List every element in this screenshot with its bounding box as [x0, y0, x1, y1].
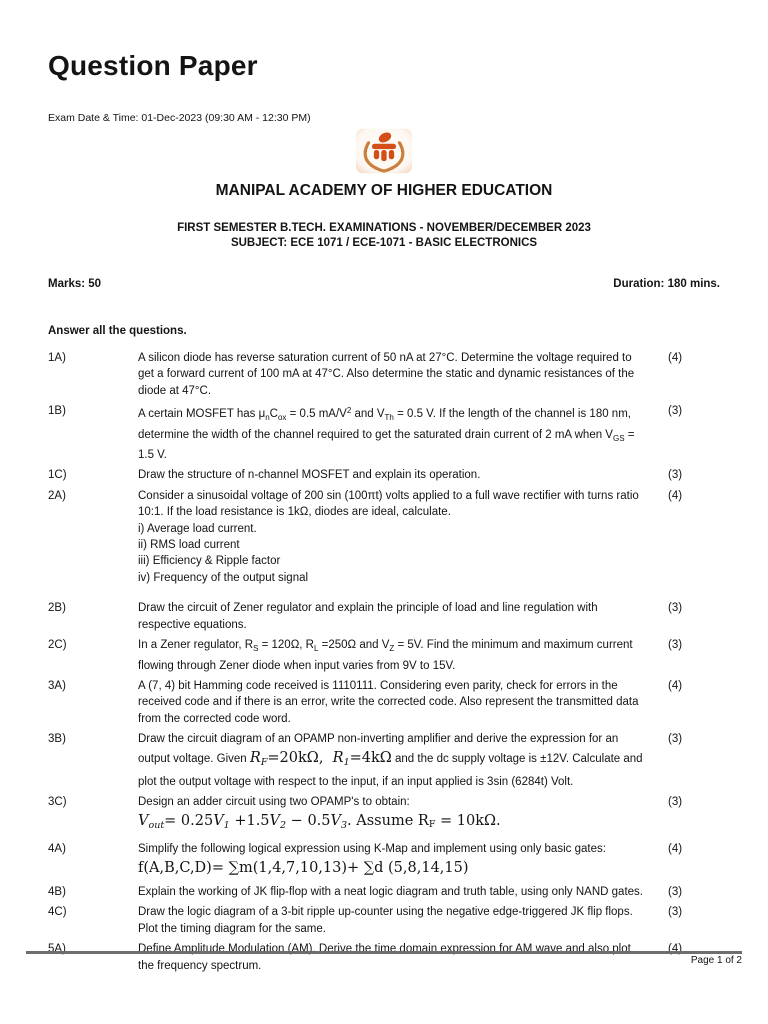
- question-marks: (4): [668, 943, 683, 956]
- question-line: diode at 47°C.: [138, 384, 212, 397]
- question-row: [48, 637, 720, 674]
- instruction-text: Answer all the questions.: [48, 325, 187, 337]
- question-line: Draw the circuit of Zener regulator and explain the principle of load and line regulation with: [138, 602, 598, 615]
- question-row: [48, 731, 720, 790]
- question-line: Consider a sinusoidal voltage of 200 sin (100πt) volts applied to a full wave rectifier with turns ratio: [138, 489, 639, 502]
- question-line: the frequency spectrum.: [138, 959, 262, 972]
- question-marks: (4): [668, 352, 683, 364]
- question-number: 5A): [48, 943, 66, 956]
- question-line: A (7, 4) bit Hamming code received is 1110111. Considering even parity, check for errors in the: [138, 679, 618, 692]
- question-marks: (3): [668, 639, 683, 652]
- question-number: 2C): [48, 639, 67, 652]
- logo-container: [48, 128, 720, 176]
- question-text: [138, 841, 658, 880]
- question-text: [138, 794, 658, 837]
- question-row: [48, 467, 720, 483]
- question-line: Draw the circuit diagram of an OPAMP non-inverting amplifier and derive the expression for an: [138, 733, 619, 746]
- question-number: 4C): [48, 906, 67, 919]
- question-marks: (3): [668, 469, 683, 482]
- question-marks: (3): [668, 733, 683, 746]
- questions: [48, 350, 720, 974]
- question-text: [138, 731, 658, 790]
- question-line: get a forward current of 100 mA at 47°C. Also determine the static and dynamic resistances of the: [138, 368, 635, 381]
- question-line: 1.5 V.: [138, 449, 167, 462]
- question-row: [48, 904, 720, 937]
- question-text: [138, 488, 658, 586]
- question-number: 3B): [48, 733, 66, 746]
- question-line: from the corrected code word.: [138, 712, 291, 725]
- question-line: received code and if there is an error, write the corrected code. Also represent the transmitted data: [138, 696, 639, 709]
- question-line: A silicon diode has reverse saturation current of 50 nA at 27°C. Determine the voltage required to: [138, 352, 632, 364]
- question-marks: (4): [668, 843, 683, 856]
- question-marks: (3): [668, 885, 683, 898]
- question-row: [48, 794, 720, 837]
- question-row: [48, 884, 720, 900]
- exam-datetime: Exam Date & Time: 01-Dec-2023 (09:30 AM - 12:30 PM): [48, 112, 311, 124]
- question-line: Plot the timing diagram for the same.: [138, 922, 326, 935]
- question-number: 1A): [48, 352, 66, 364]
- question-line: determine the width of the channel required to get the saturated drain current of 2 mA when $V_{GS}$ =: [138, 428, 635, 443]
- question-text: [138, 904, 658, 937]
- question-line: output voltage. Given $R_F=20k\Omega$, $R_1=4k\Omega$ and the dc supply voltage is ±12V. Calculate and: [138, 749, 643, 768]
- question-line: iii) Efficiency & Ripple factor: [138, 555, 281, 568]
- question-number: 1C): [48, 469, 67, 482]
- question-row: [48, 678, 720, 727]
- exam-session-line: FIRST SEMESTER B.TECH. EXAMINATIONS - NOVEMBER/DECEMBER 2023: [177, 222, 591, 234]
- question-line: respective equations.: [138, 618, 247, 631]
- question-line: Draw the logic diagram of a 3-bit ripple up-counter using the negative edge-triggered JK flip flops.: [138, 906, 633, 919]
- emblem-leg: [381, 150, 386, 161]
- question-line: Define Amplitude Modulation (AM). Derive the time domain expression for AM wave and also plot: [138, 943, 631, 956]
- question-line: In a Zener regulator, $R_S = 120\Omega$, $R_L =250\Omega$ and $V_Z = 5V$. Find the minimum and maximum current: [138, 639, 633, 654]
- question-text: [138, 678, 658, 727]
- question-line: ii) RMS load current: [138, 539, 240, 552]
- emblem-leg: [389, 150, 394, 159]
- question-line: f(A,B,C,D)= ∑m(1,4,7,10,13)+ ∑d (5,8,14,15): [138, 859, 469, 876]
- question-marks: (4): [668, 679, 683, 692]
- duration: Duration: 180 mins.: [613, 278, 720, 290]
- question-row: [48, 350, 720, 399]
- question-line: $V_{out}= 0.25V_1 +1.5V_2 - 0.5V_3$. Assume RF = 10kΩ.: [138, 812, 501, 831]
- question-row: [48, 488, 720, 586]
- marks-duration-row: [48, 278, 720, 290]
- question-number: 2A): [48, 489, 66, 502]
- question-line: plot the output voltage with respect to the input, if an input applied is 3sin (6284t) Volt.: [138, 775, 574, 788]
- emblem-leg: [374, 150, 379, 159]
- question-line: Draw the structure of n-channel MOSFET and explain its operation.: [138, 469, 481, 482]
- question-line: flowing through Zener diode when input varies from 9V to 15V.: [138, 659, 456, 672]
- marks-total: Marks: 50: [48, 278, 102, 290]
- question-text: [138, 467, 658, 483]
- question-number: 1B): [48, 405, 66, 418]
- question-text: [138, 350, 658, 399]
- question-line: i) Average load current.: [138, 522, 257, 535]
- question-line: Explain the working of JK flip-flop with a neat logic diagram and truth table, using only NAND gates.: [138, 885, 643, 898]
- question-line: Simplify the following logical expression using K-Map and implement using only basic gates:: [138, 843, 606, 856]
- question-line: 10:1. If the load resistance is 1kΩ, diodes are ideal, calculate.: [138, 506, 451, 519]
- question-number: 3C): [48, 796, 67, 809]
- question-marks: (3): [668, 796, 683, 809]
- question-line: A certain MOSFET has $\mu_nC_{ox} = 0.5$ $mA/V^2$ and $V_{Th} = 0.5$ V. If the length of the channel is 180 nm,: [138, 406, 631, 423]
- question-text: [138, 600, 658, 633]
- question-text: [138, 403, 658, 463]
- footer-divider: [26, 951, 742, 966]
- manipal-emblem-icon: [355, 128, 413, 175]
- page-title: Question Paper: [48, 50, 258, 81]
- question-text: [138, 884, 658, 900]
- question-number: 4A): [48, 843, 66, 856]
- question-row: [48, 403, 720, 463]
- emblem-bar: [372, 144, 396, 149]
- question-number: 4B): [48, 885, 66, 898]
- page-number-label: Page 1 of 2: [690, 955, 742, 966]
- question-line: Design an adder circuit using two OPAMP's to obtain:: [138, 796, 410, 809]
- question-marks: (3): [668, 405, 683, 418]
- question-marks: (3): [668, 906, 683, 919]
- question-row: [48, 600, 720, 633]
- question-marks: (3): [668, 602, 683, 615]
- question-number: 2B): [48, 602, 66, 615]
- question-marks: (4): [668, 489, 683, 502]
- question-row: [48, 841, 720, 880]
- question-number: 3A): [48, 679, 66, 692]
- institution-name: MANIPAL ACADEMY OF HIGHER EDUCATION: [215, 182, 553, 199]
- question-line: iv) Frequency of the output signal: [138, 571, 309, 584]
- subject-line: SUBJECT: ECE 1071 / ECE-1071 - BASIC ELECTRONICS: [230, 237, 538, 249]
- question-text: [138, 637, 658, 674]
